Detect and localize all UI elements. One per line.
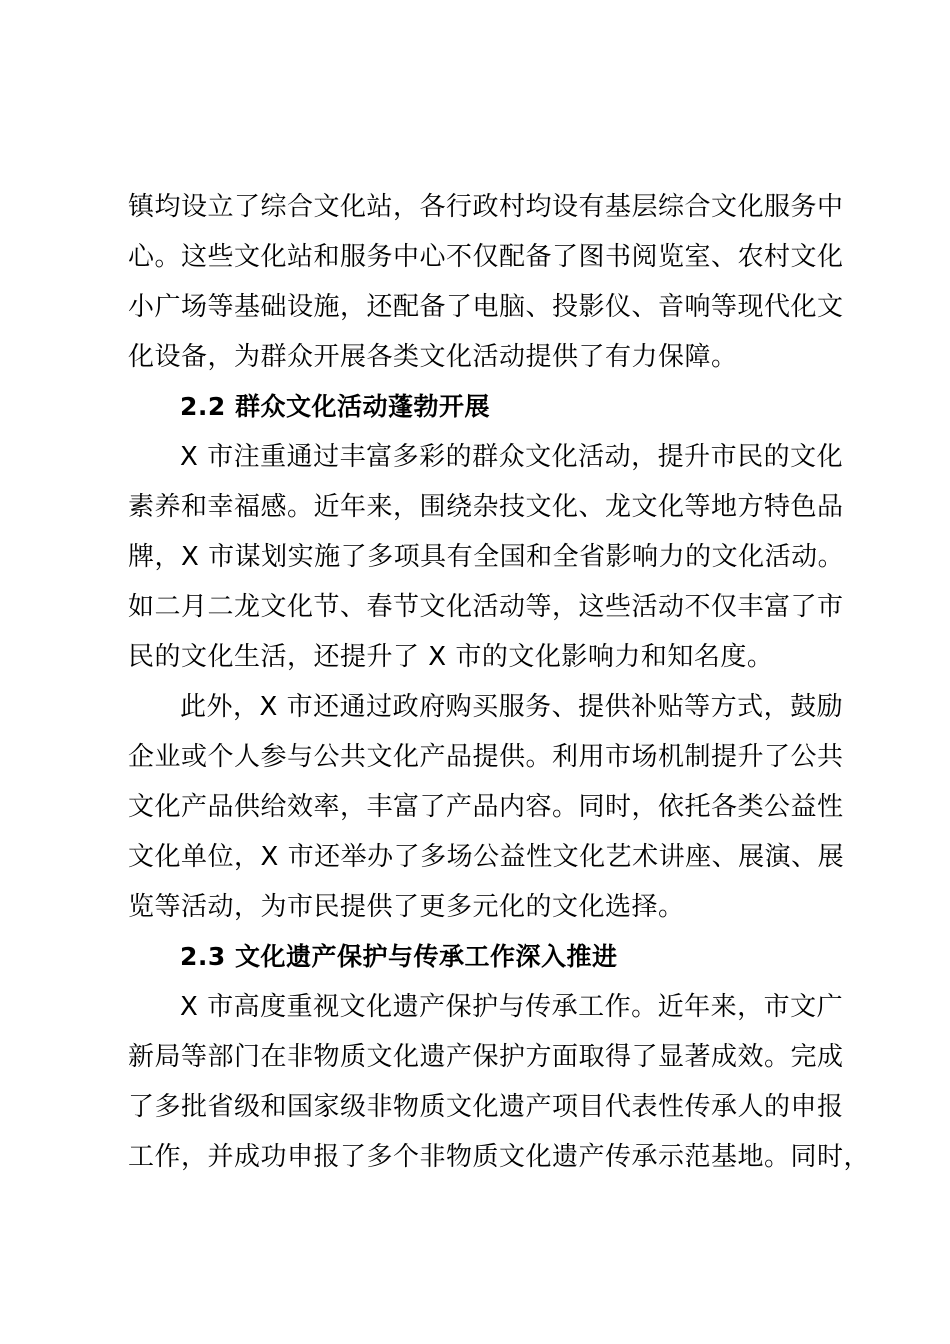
text-line: 小广场等基础设施，还配备了电脑、投影仪、音响等现代化文 xyxy=(128,292,844,322)
paragraph-line: 文化产品供给效率，丰富了产品内容。同时，依托各类公益性 xyxy=(128,792,844,822)
text-line: 心。这些文化站和服务中心不仅配备了图书阅览室、农村文化 xyxy=(128,242,844,272)
paragraph-line: X 市注重通过丰富多彩的群众文化活动，提升市民的文化 xyxy=(180,442,844,472)
section-heading-2-3: 2.3 文化遗产保护与传承工作深入推进 xyxy=(180,942,618,971)
text-line: 化设备，为群众开展各类文化活动提供了有力保障。 xyxy=(128,342,738,372)
paragraph-line: X 市高度重视文化遗产保护与传承工作。近年来，市文广 xyxy=(180,992,844,1022)
paragraph-line: 如二月二龙文化节、春节文化活动等，这些活动不仅丰富了市 xyxy=(128,592,844,622)
paragraph-line: 览等活动，为市民提供了更多元化的文化选择。 xyxy=(128,892,685,922)
paragraph-line: 文化单位，X 市还举办了多场公益性文化艺术讲座、展演、展 xyxy=(128,842,845,872)
paragraph-line: 了多批省级和国家级非物质文化遗产项目代表性传承人的申报 xyxy=(128,1092,844,1122)
paragraph-line: 牌，X 市谋划实施了多项具有全国和全省影响力的文化活动。 xyxy=(128,542,845,572)
paragraph-line: 素养和幸福感。近年来，围绕杂技文化、龙文化等地方特色品 xyxy=(128,492,844,522)
section-heading-2-2: 2.2 群众文化活动蓬勃开展 xyxy=(180,392,490,421)
text-line: 镇均设立了综合文化站，各行政村均设有基层综合文化服务中 xyxy=(128,192,844,222)
paragraph-line: 此外，X 市还通过政府购买服务、提供补贴等方式，鼓励 xyxy=(180,692,844,722)
paragraph-line: 民的文化生活，还提升了 X 市的文化影响力和知名度。 xyxy=(128,642,774,672)
paragraph-line: 工作，并成功申报了多个非物质文化遗产传承示范基地。同时， xyxy=(128,1142,871,1172)
document-body xyxy=(128,182,871,1182)
paragraph-line: 企业或个人参与公共文化产品提供。利用市场机制提升了公共 xyxy=(128,742,844,772)
paragraph-line: 新局等部门在非物质文化遗产保护方面取得了显著成效。完成 xyxy=(128,1042,844,1072)
